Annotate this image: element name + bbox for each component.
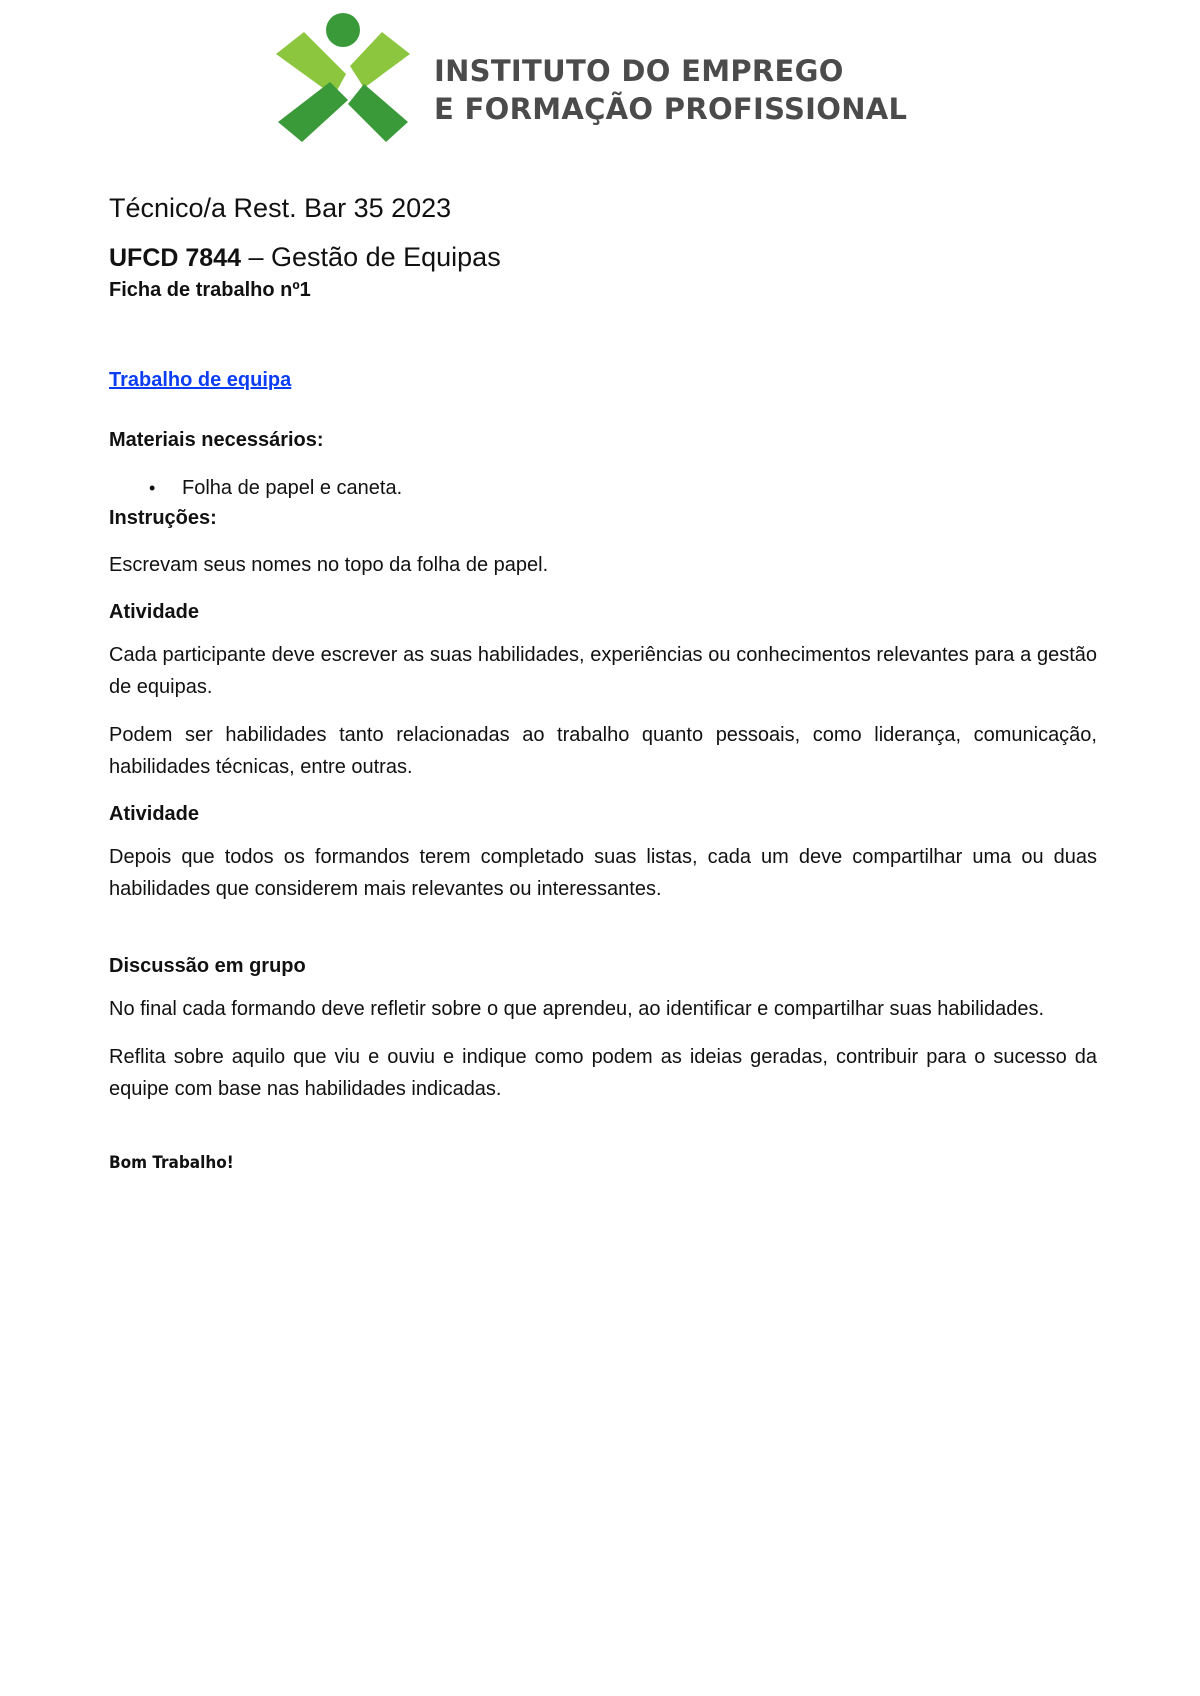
ufcd-heading (109, 240, 1097, 275)
bullet-icon: • (149, 478, 156, 498)
discussion-paragraph-2: Reflita sobre aquilo que viu e ouviu e indique como podem as ideias geradas, contribuir para o sucesso da equipe com base nas habilidades indicadas. (109, 1046, 1097, 1100)
activity-link[interactable]: Trabalho de equipa (109, 369, 292, 391)
ufcd-separator: – (241, 242, 272, 272)
iefp-logo (268, 10, 908, 142)
logo-line-1: INSTITUTO DO EMPREGO (434, 54, 844, 88)
activity2-label: Atividade (109, 803, 200, 825)
worksheet-title: Ficha de trabalho nº1 (109, 279, 311, 301)
course-title: Técnico/a Rest. Bar 35 2023 (109, 193, 452, 223)
list-item (149, 473, 1097, 503)
activity2-paragraph-1: Depois que todos os formandos terem completado suas listas, cada um deve compartilhar uma ou duas habilidades que considerem mais relevantes ou interessantes. (109, 846, 1097, 900)
materials-label: Materiais necessários: (109, 429, 324, 451)
document-body (109, 188, 1097, 1177)
instructions-text: Escrevam seus nomes no topo da folha de papel. (109, 554, 549, 576)
activity1-label: Atividade (109, 601, 200, 623)
closing-text: Bom Trabalho! (109, 1153, 234, 1173)
ufcd-code: UFCD 7844 (109, 244, 241, 272)
iefp-logo-icon (268, 10, 418, 142)
material-item: Folha de papel e caneta. (182, 477, 403, 499)
activity1-paragraph-1: Cada participante deve escrever as suas habilidades, experiências ou conhecimentos relevantes para a gestão de equipas. (109, 644, 1097, 698)
ufcd-name: Gestão de Equipas (271, 242, 501, 272)
instructions-label: Instruções: (109, 507, 217, 529)
activity1-paragraph-2: Podem ser habilidades tanto relacionadas ao trabalho quanto pessoais, como liderança, comunicação, habilidades técnicas, entre outras. (109, 724, 1097, 778)
logo-line-2: E FORMAÇÃO PROFISSIONAL (434, 92, 908, 126)
spacer (109, 921, 1097, 951)
discussion-paragraph-1: No final cada formando deve refletir sobre o que aprendeu, ao identificar e compartilhar suas habilidades. (109, 998, 1044, 1020)
discussion-label: Discussão em grupo (109, 955, 306, 977)
materials-list (109, 473, 1097, 503)
logo-text (434, 52, 907, 128)
